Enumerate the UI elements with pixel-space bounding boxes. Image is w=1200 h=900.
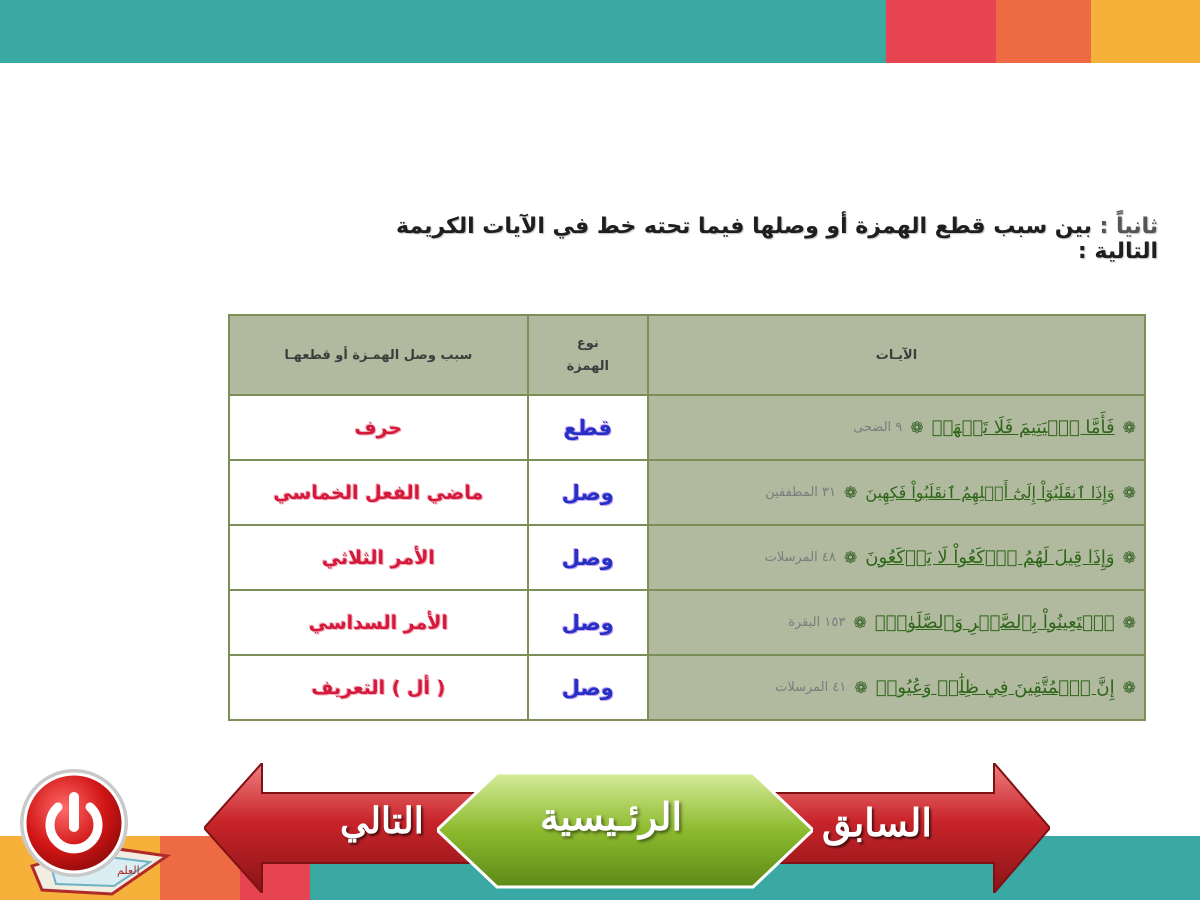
top-band-yellow [1091, 0, 1200, 63]
instruction-text: بين سبب قطع الهمزة أو وصلها فيما تحته خط في الآيات الكريمة التالية : [396, 214, 1158, 264]
ayah-text: إِنَّ ٱلۡمُتَّقِينَ فِي ظِلَٰلٖ وَعُيُونٖ [875, 677, 1115, 698]
header-type-line1: نوع [576, 336, 599, 351]
home-button[interactable]: الرئـيسية [540, 794, 683, 839]
hamza-reason: الأمر السداسي [308, 611, 448, 634]
ayah-cell [648, 590, 1145, 655]
instruction-heading [338, 214, 1158, 264]
ayah-ornament-icon: ❁ [910, 418, 924, 437]
header-reason: سبب وصل الهمـزة أو قطعهـا [229, 315, 528, 395]
hamza-reason: ماضي الفعل الخماسي [273, 481, 484, 504]
ayah-reference: ٤١ المرسلات [775, 680, 847, 695]
type-cell [528, 590, 648, 655]
header-type [528, 315, 648, 395]
table-row [229, 395, 1145, 460]
table-header-row [229, 315, 1145, 395]
next-button[interactable]: التالي [340, 800, 424, 842]
ayah-text: فَأَمَّا ٱلۡيَتِيمَ فَلَا تَقۡهَرۡ [931, 417, 1115, 438]
hamza-type: قطع [563, 415, 613, 440]
ayah-reference: ٩ الضحى [853, 420, 903, 435]
ayah-cell [648, 655, 1145, 720]
reason-cell [229, 525, 528, 590]
hamza-reason: حرف [354, 416, 403, 439]
ayah-ornament-icon: ❁ [1122, 678, 1136, 697]
header-type-line2: الهمزة [566, 359, 609, 374]
type-cell [528, 395, 648, 460]
svg-text:العلم: العلم [117, 864, 140, 877]
table-row [229, 655, 1145, 720]
header-ayah: الآيـات [648, 315, 1145, 395]
reason-cell [229, 590, 528, 655]
ayah-ornament-icon: ❁ [853, 613, 867, 632]
reason-cell [229, 655, 528, 720]
ayah-reference: ٤٨ المرسلات [764, 550, 836, 565]
ayah-ornament-icon: ❁ [1122, 548, 1136, 567]
ayah-ornament-icon: ❁ [844, 483, 858, 502]
ayah-ornament-icon: ❁ [843, 548, 858, 567]
instruction-prefix: ثانياً : [1099, 214, 1158, 239]
exercise-table [228, 314, 1146, 721]
ayah-ornament-icon: ❁ [854, 678, 868, 697]
ayah-ornament-icon: ❁ [1122, 483, 1136, 502]
top-band-red [886, 0, 996, 63]
hamza-type: وصل [561, 545, 614, 570]
previous-button[interactable]: السابق [822, 800, 932, 845]
top-band-teal [0, 0, 886, 63]
hamza-type: وصل [561, 480, 614, 505]
reason-cell [229, 460, 528, 525]
ayah-ornament-icon: ❁ [1122, 613, 1136, 632]
hamza-type: وصل [561, 610, 614, 635]
top-band-orange [996, 0, 1091, 63]
hamza-reason: الأمر الثلاثي [321, 546, 435, 569]
ayah-text: وَإِذَا ٱنقَلَبُوٓاْ إِلَىٰٓ أَهۡلِهِمُ ٱنقَلَبُواْ فَكِهِينَ [865, 483, 1115, 502]
type-cell [528, 525, 648, 590]
type-cell [528, 655, 648, 720]
ayah-cell [648, 460, 1145, 525]
ayah-reference: ١٥٣ البقرة [788, 615, 846, 630]
hamza-type: وصل [561, 675, 614, 700]
hamza-reason: ( أل ) التعريف [311, 676, 446, 699]
ayah-text: وَإِذَا قِيلَ لَهُمُ ٱرۡكَعُواْ لَا يَرۡكَعُونَ [865, 547, 1115, 568]
ayah-reference: ٣١ المطففين [765, 485, 836, 500]
power-icon[interactable] [18, 767, 130, 879]
ayah-cell [648, 395, 1145, 460]
top-color-band [0, 0, 1200, 63]
ayah-ornament-icon: ❁ [1122, 418, 1136, 437]
ayah-cell [648, 525, 1145, 590]
reason-cell [229, 395, 528, 460]
ayah-text: ٱسۡتَعِينُواْ بِٱلصَّبۡرِ وَٱلصَّلَوٰةِۚ [874, 612, 1115, 633]
table-row [229, 590, 1145, 655]
type-cell [528, 460, 648, 525]
table-row [229, 460, 1145, 525]
table-row [229, 525, 1145, 590]
